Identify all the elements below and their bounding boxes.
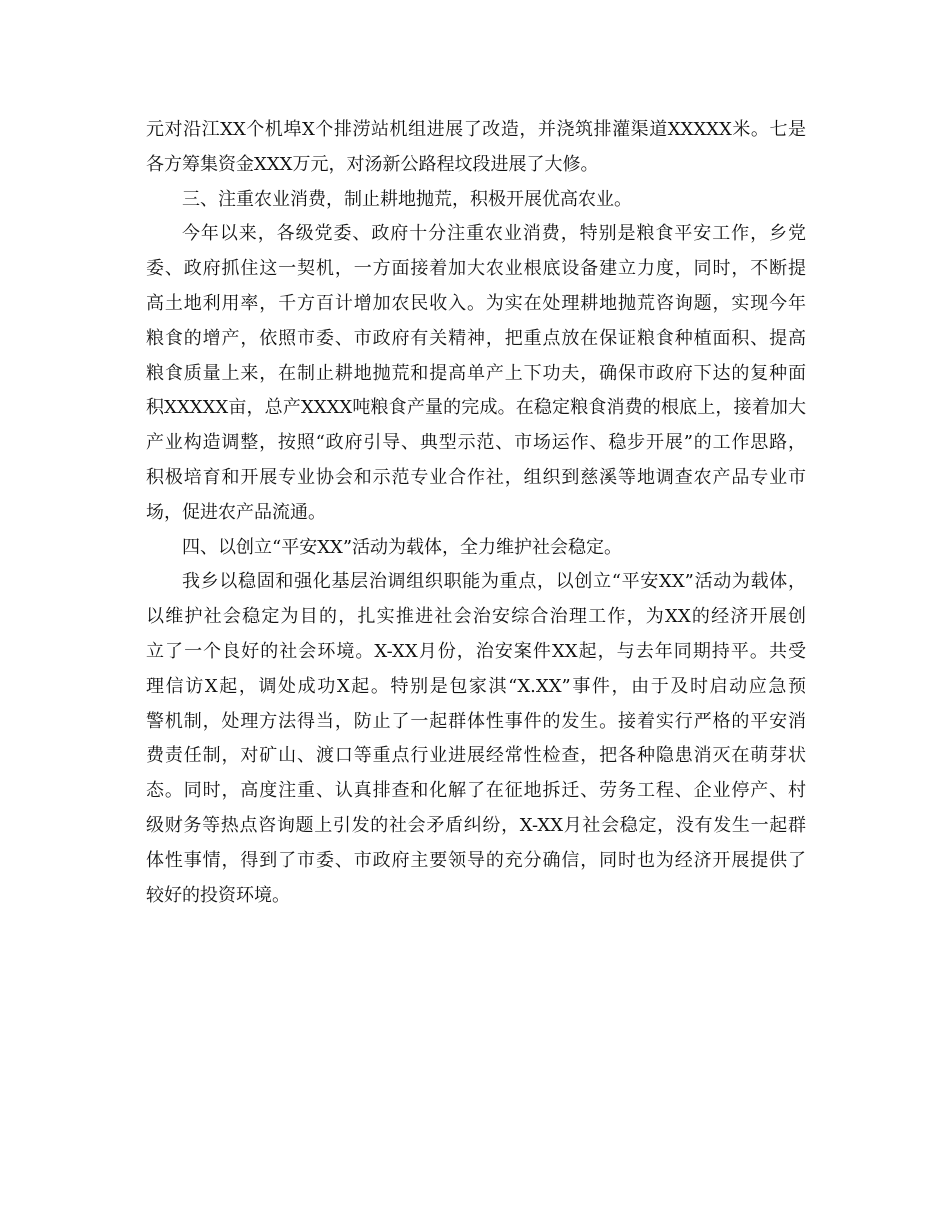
text-line-2: 各方筹集资金XXX万元，对汤新公路程坟段进展了大修。 bbox=[146, 153, 599, 175]
text-line-14: 我乡以稳固和强化基层治调组织职能为重点，以创立“平安XX”活动为载体， bbox=[182, 571, 806, 593]
text-line-16: 立了一个良好的社会环境。X-XX月份，治安案件XX起，与去年同期持平。共受 bbox=[146, 640, 806, 662]
text-line-23: 较好的投资环境。 bbox=[146, 884, 290, 906]
document-body bbox=[146, 113, 806, 913]
text-line-5: 委、政府抓住这一契机，一方面接着加大农业根底设备建立力度，同时，不断提 bbox=[146, 258, 806, 280]
text-line-11: 积极培育和开展专业协会和示范专业合作社，组织到慈溪等地调查农产品专业市 bbox=[146, 466, 806, 488]
text-line-20: 态。同时，高度注重、认真排查和化解了在征地拆迁、劳务工程、企业停产、村 bbox=[146, 780, 806, 802]
text-line-17: 理信访X起，调处成功X起。特别是包家淇“X.XX”事件，由于及时启动应急预 bbox=[146, 675, 806, 697]
section-heading-4: 四、以创立“平安XX”活动为载体，全力维护社会稳定。 bbox=[182, 536, 623, 558]
text-line-6: 高土地利用率，千方百计增加农民收入。为实在处理耕地抛荒咨询题，实现今年 bbox=[146, 292, 806, 314]
text-line-1: 元对沿江XX个机埠X个排涝站机组进展了改造，并浇筑排灌渠道XXXXX米。七是 bbox=[146, 119, 806, 140]
text-line-9: 积XXXXX亩，总产XXXX吨粮食产量的完成。在稳定粮食消费的根底上，接着加大 bbox=[146, 397, 806, 419]
text-line-8: 粮食质量上来，在制止耕地抛荒和提高单产上下功夫，确保市政府下达的复种面 bbox=[146, 362, 806, 384]
text-line-12: 场，促进农产品流通。 bbox=[146, 501, 326, 523]
text-line-7: 粮食的增产，依照市委、市政府有关精神，把重点放在保证粮食种植面积、提高 bbox=[146, 327, 806, 349]
text-line-10: 产业构造调整，按照“政府引导、典型示范、市场运作、稳步开展”的工作思路， bbox=[146, 432, 806, 454]
text-line-4: 今年以来，各级党委、政府十分注重农业消费，特别是粮食平安工作，乡党 bbox=[182, 223, 806, 245]
text-line-15: 以维护社会稳定为目的，扎实推进社会治安综合治理工作，为XX的经济开展创 bbox=[146, 606, 806, 628]
text-line-22: 体性事情，得到了市委、市政府主要领导的充分确信，同时也为经济开展提供了 bbox=[146, 849, 806, 871]
section-heading-3: 三、注重农业消费，制止耕地抛荒，积极开展优高农业。 bbox=[182, 188, 632, 210]
text-line-21: 级财务等热点咨询题上引发的社会矛盾纠纷，X-XX月社会稳定，没有发生一起群 bbox=[146, 814, 806, 836]
text-line-18: 警机制，处理方法得当，防止了一起群体性事件的发生。接着实行严格的平安消 bbox=[146, 710, 806, 732]
text-line-19: 费责任制，对矿山、渡口等重点行业进展经常性检查，把各种隐患消灭在萌芽状 bbox=[146, 745, 806, 767]
